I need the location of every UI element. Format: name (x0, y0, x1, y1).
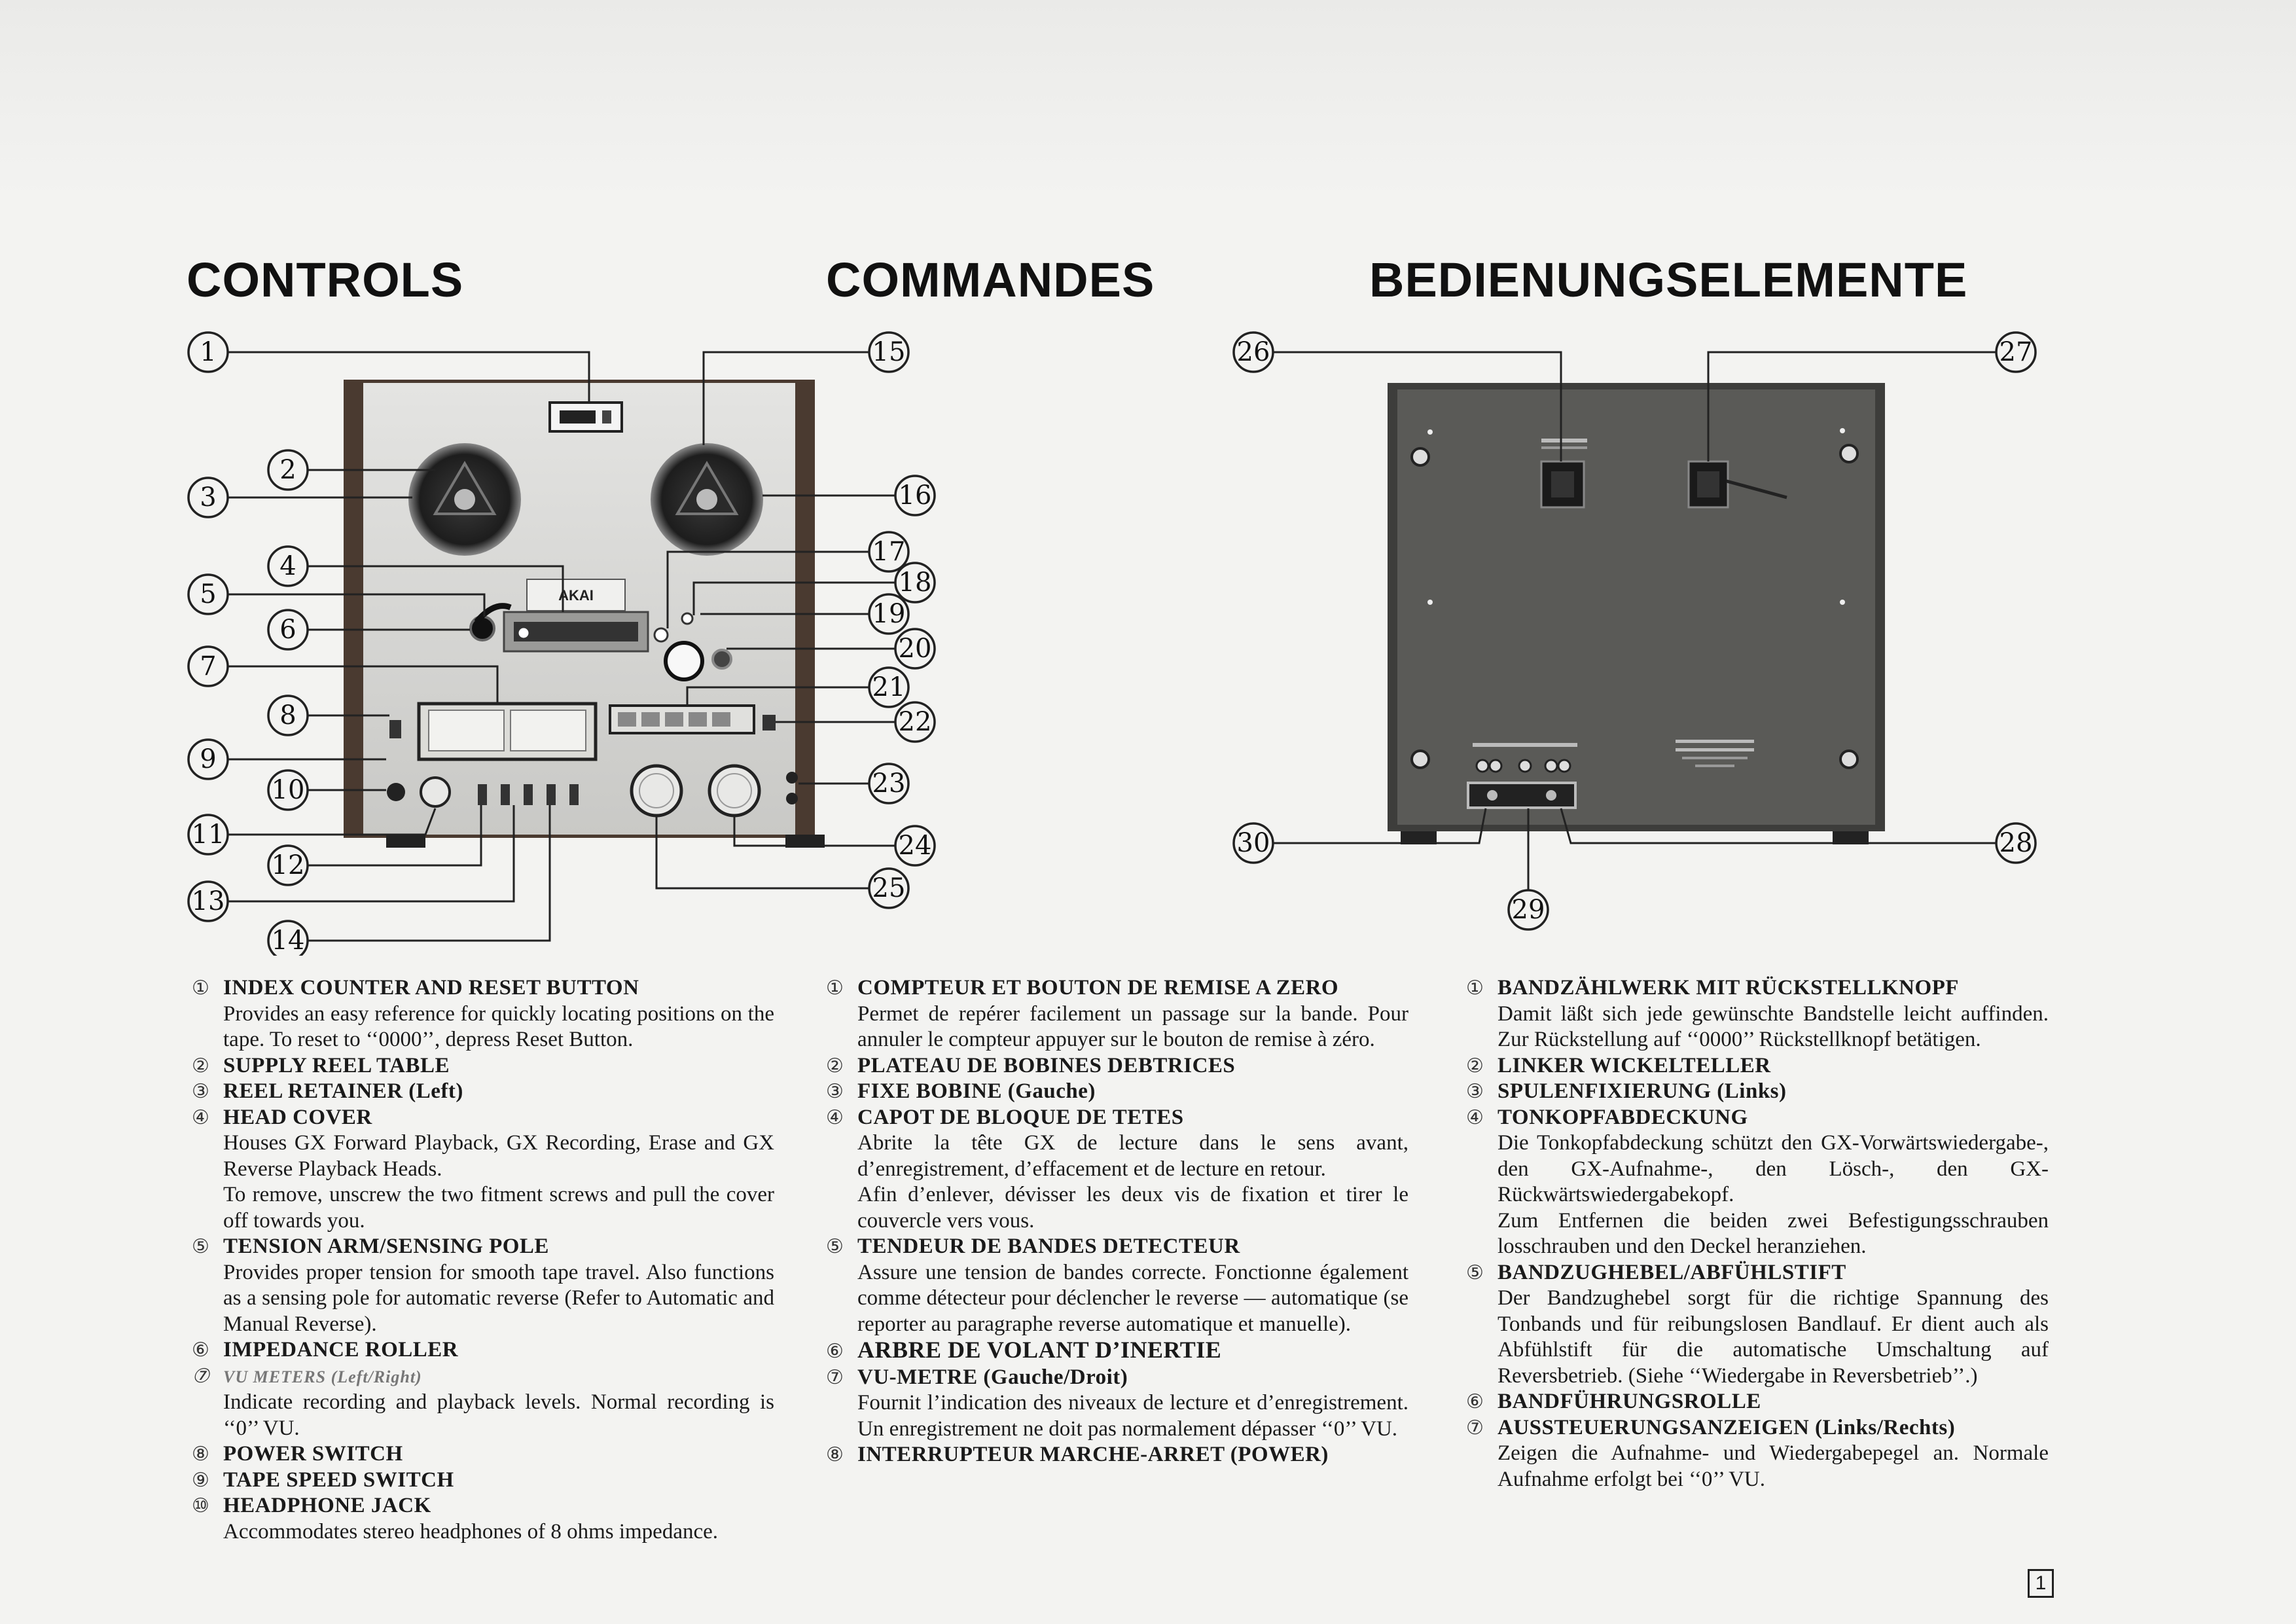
entry-title: TAPE SPEED SWITCH (223, 1468, 454, 1492)
entry-tonkopfabdeckung (1466, 1105, 2049, 1260)
callout-4 (268, 547, 308, 586)
entry-number: ⑥ (826, 1341, 844, 1362)
callout-8 (268, 696, 308, 735)
heading-controls: CONTROLS (187, 253, 464, 307)
svg-text:27: 27 (1999, 337, 2033, 367)
entry-title: TENSION ARM/SENSING POLE (223, 1235, 549, 1258)
svg-text:19: 19 (872, 599, 906, 629)
entry-number: ⑤ (826, 1236, 844, 1257)
svg-text:29: 29 (1511, 895, 1545, 925)
callout-13 (188, 882, 228, 921)
entry-index-counter (192, 975, 774, 1053)
entry-number: ② (826, 1055, 844, 1077)
english-column (192, 975, 774, 1545)
entry-capot (826, 1105, 1408, 1235)
entry-number: ④ (1466, 1106, 1484, 1128)
entry-vu-meters (192, 1363, 774, 1442)
svg-text:26: 26 (1236, 337, 1270, 367)
entry-description: Houses GX Forward Playback, GX Recording, Erase and GX Reverse Playback Heads. (223, 1131, 774, 1181)
heading-bedienungselemente: BEDIENUNGSELEMENTE (1369, 253, 1968, 307)
entry-wickelteller (1466, 1053, 2049, 1079)
entry-reel-retainer (192, 1079, 774, 1105)
entry-title: COMPTEUR ET BOUTON DE REMISE A ZERO (857, 976, 1339, 1000)
entry-number: ⑤ (1466, 1261, 1484, 1284)
vu-meters (419, 704, 596, 759)
svg-text:28: 28 (1999, 828, 2033, 858)
svg-text:6: 6 (279, 615, 296, 645)
entry-title: CAPOT DE BLOQUE DE TETES (857, 1105, 1184, 1129)
callout-9 (188, 740, 228, 779)
entry-title: POWER SWITCH (223, 1442, 403, 1466)
svg-text:15: 15 (872, 337, 906, 367)
entry-title: VU METERS (Left/Right) (223, 1367, 422, 1386)
entry-tendeur (826, 1234, 1408, 1337)
svg-text:20: 20 (898, 634, 932, 664)
entry-number: ⑩ (192, 1495, 210, 1517)
entry-head-cover (192, 1105, 774, 1235)
entry-number: ⑦ (1466, 1416, 1484, 1439)
brand-logo: AKAI (558, 587, 594, 604)
entry-title: BANDZÄHLWERK MIT RÜCKSTELLKNOPF (1498, 976, 1959, 1000)
entry-description: Die Tonkopfabdeckung schützt den GX-Vorwärtswiedergabe-, den GX-Aufnahme-, den Lösch-, den GX-Rückwärtswiedergabekopf. (1498, 1131, 2049, 1206)
callout-5 (188, 575, 228, 614)
callout-18 (895, 563, 935, 602)
entry-aussteuerungsanzeigen (1466, 1415, 2049, 1493)
entry-title: ARBRE DE VOLANT D’INERTIE (857, 1337, 1222, 1363)
entry-bandzaehlwerk (1466, 975, 2049, 1053)
callout-29 (1509, 890, 1548, 929)
svg-text:9: 9 (200, 744, 217, 774)
entry-number: ③ (192, 1081, 210, 1102)
callout-17 (869, 532, 908, 571)
entry-interrupteur (826, 1442, 1408, 1468)
svg-text:24: 24 (898, 831, 932, 861)
callout-12 (268, 846, 308, 885)
callout-6 (268, 610, 308, 649)
svg-text:1: 1 (200, 337, 217, 367)
entry-title: SPULENFIXIERUNG (Links) (1498, 1079, 1787, 1103)
entry-description: Der Bandzughebel sorgt für die richtige Spannung des Tonbands und für reibungslosen Bandlauf. Er dient auch als Abfühlstift für die automatische Umschaltung auf Reversbetrieb. (Siehe ‘‘Wiedergabe in Reversbetrieb’’.) (1498, 1286, 2049, 1388)
index-counter (550, 403, 622, 431)
callout-25 (869, 869, 908, 908)
entry-title: TENDEUR DE BANDES DETECTEUR (857, 1235, 1240, 1258)
takeup-reel (651, 443, 763, 556)
entry-number: ① (826, 977, 844, 999)
callout-22 (895, 702, 935, 742)
entry-bandfuehrungsrolle (1466, 1389, 2049, 1415)
svg-text:4: 4 (279, 551, 296, 581)
svg-text:14: 14 (271, 926, 305, 956)
callout-26 (1234, 333, 1273, 372)
entry-title: INDEX COUNTER AND RESET BUTTON (223, 976, 639, 1000)
entry-title: IMPEDANCE ROLLER (223, 1338, 459, 1362)
entry-number: ④ (192, 1106, 210, 1128)
entry-spulenfixierung (1466, 1079, 2049, 1105)
svg-text:8: 8 (279, 700, 296, 731)
svg-text:23: 23 (872, 768, 906, 799)
entry-number: ③ (826, 1081, 844, 1102)
heading-commandes: COMMANDES (826, 253, 1155, 307)
callout-16 (895, 476, 935, 515)
entry-title: AUSSTEUERUNGSANZEIGEN (Links/Rechts) (1498, 1415, 1956, 1439)
callout-14 (268, 921, 308, 956)
entry-description: Fournit l’indication des niveaux de lecture et d’enregistrement. Un enregistrement ne doit pas normalement dépasser ‘‘0’’ VU. (857, 1391, 1408, 1441)
entry-title: PLATEAU DE BOBINES DEBTRICES (857, 1053, 1236, 1077)
entry-number: ⑧ (192, 1443, 210, 1465)
callout-30 (1234, 823, 1273, 863)
svg-text:11: 11 (191, 820, 225, 850)
entry-description: Abrite la tête GX de lecture dans le sens avant, d’enregistrement, d’effacement et de lecture en retour. (857, 1131, 1408, 1181)
callout-7 (188, 647, 228, 686)
entry-description: Indicate recording and playback levels. Normal recording is ‘‘0’’ VU. (223, 1390, 774, 1440)
svg-text:7: 7 (200, 651, 217, 681)
entry-plateau (826, 1053, 1408, 1079)
entry-description-2: Zum Entfernen die beiden zwei Befestigungsschrauben losschrauben und den Deckel heranziehen. (1498, 1208, 2049, 1258)
entry-number: ⑥ (192, 1339, 210, 1361)
svg-text:16: 16 (898, 480, 932, 511)
entry-number: ⑧ (826, 1444, 844, 1466)
entry-title: HEAD COVER (223, 1105, 372, 1129)
callout-19 (869, 594, 908, 634)
entry-bandzughebel (1466, 1260, 2049, 1390)
entry-description-2: Afin d’enlever, dévisser les deux vis de fixation et tirer le couvercle vers vous. (857, 1183, 1408, 1233)
entry-tension-arm (192, 1234, 774, 1337)
entry-description: Provides proper tension for smooth tape travel. Also functions as a sensing pole for automatic reverse (Refer to Automatic and Manual Reverse). (223, 1260, 774, 1336)
callout-2 (268, 450, 308, 490)
entry-title: SUPPLY REEL TABLE (223, 1053, 450, 1077)
entry-number: ⑤ (192, 1236, 210, 1257)
scan-shadow (0, 0, 2296, 196)
entry-tape-speed-switch (192, 1468, 774, 1494)
voltage-selector (1541, 439, 1587, 507)
svg-text:2: 2 (279, 455, 296, 485)
page-number: 1 (2028, 1569, 2054, 1598)
entry-description: Assure une tension de bandes correcte. Fonctionne également comme détecteur pour déclencher le reverse — automatique (se reporter au paragraphe reverse automatique et manuelle). (857, 1260, 1408, 1336)
entry-number: ⑦ (826, 1366, 844, 1388)
callout-27 (1996, 333, 2036, 372)
entry-number: ④ (826, 1106, 844, 1128)
callout-20 (895, 629, 935, 668)
entry-supply-reel-table (192, 1053, 774, 1079)
entry-number: ① (192, 977, 210, 999)
entry-description: Accommodates stereo headphones of 8 ohms impedance. (223, 1519, 719, 1543)
svg-text:13: 13 (191, 886, 225, 916)
entry-headphone-jack (192, 1493, 774, 1545)
callout-28 (1996, 823, 2036, 863)
entry-title: TONKOPFABDECKUNG (1498, 1105, 1748, 1129)
entry-number: ① (1466, 977, 1484, 999)
entry-compteur (826, 975, 1408, 1053)
entry-title: REEL RETAINER (Left) (223, 1079, 463, 1103)
entry-number: ⑨ (192, 1469, 210, 1491)
entry-power-switch (192, 1441, 774, 1468)
entry-title: HEADPHONE JACK (223, 1494, 431, 1517)
supply-reel (408, 443, 521, 556)
entry-arbre-volant (826, 1337, 1408, 1365)
svg-text:22: 22 (898, 707, 932, 737)
entry-description: Zeigen die Aufnahme- und Wiedergabepegel an. Normale Aufnahme erfolgt bei ‘‘0’’ VU. (1498, 1441, 2049, 1491)
callout-15 (869, 333, 908, 372)
entry-description: Damit läßt sich jede gewünschte Bandstelle leicht auffinden. Zur Rückstellung auf ‘‘0000’’ Rückstellknopf betätigen. (1498, 1001, 2049, 1051)
rear-panel-photo (1388, 383, 1885, 844)
entry-title: BANDFÜHRUNGSROLLE (1498, 1390, 1761, 1413)
callout-21 (869, 668, 908, 707)
svg-text:30: 30 (1236, 828, 1270, 858)
german-column (1466, 975, 2049, 1492)
svg-text:5: 5 (200, 579, 217, 609)
callout-23 (869, 764, 908, 803)
entry-title: LINKER WICKELTELLER (1498, 1053, 1771, 1077)
french-column (826, 975, 1408, 1468)
svg-text:18: 18 (898, 568, 932, 598)
entry-number: ③ (1466, 1081, 1484, 1102)
entry-title: FIXE BOBINE (Gauche) (857, 1079, 1096, 1103)
svg-text:3: 3 (200, 482, 217, 513)
entry-description: Provides an easy reference for quickly locating positions on the tape. To reset to ‘‘0000’’, depress Reset Button. (223, 1001, 774, 1051)
entry-number: ⑦ (192, 1365, 210, 1387)
entry-number: ② (192, 1055, 210, 1077)
entry-impedance-roller (192, 1337, 774, 1363)
svg-text:17: 17 (872, 537, 906, 567)
svg-text:21: 21 (872, 672, 906, 702)
entry-number: ⑥ (1466, 1391, 1484, 1413)
entry-title: BANDZUGHEBEL/ABFÜHLSTIFT (1498, 1260, 1846, 1284)
svg-text:10: 10 (271, 775, 305, 805)
entry-description-2: To remove, unscrew the two fitment screws and pull the cover off towards you. (223, 1183, 774, 1233)
svg-text:12: 12 (271, 850, 305, 880)
controls-diagram (170, 314, 2068, 956)
svg-text:25: 25 (872, 873, 906, 903)
callout-11 (188, 815, 228, 854)
entry-description: Permet de repérer facilement un passage sur la bande. Pour annuler le compteur appuyer sur le bouton de remise à zéro. (857, 1001, 1408, 1051)
entry-title: VU-METRE (Gauche/Droit) (857, 1365, 1128, 1389)
callout-3 (188, 478, 228, 517)
function-buttons (610, 706, 754, 733)
entry-fixe-bobine (826, 1079, 1408, 1105)
callout-1 (188, 333, 228, 372)
entry-number: ② (1466, 1055, 1484, 1077)
callout-10 (268, 770, 308, 810)
entry-title: INTERRUPTEUR MARCHE-ARRET (POWER) (857, 1443, 1329, 1466)
callout-24 (895, 826, 935, 865)
entry-vu-metre (826, 1365, 1408, 1443)
